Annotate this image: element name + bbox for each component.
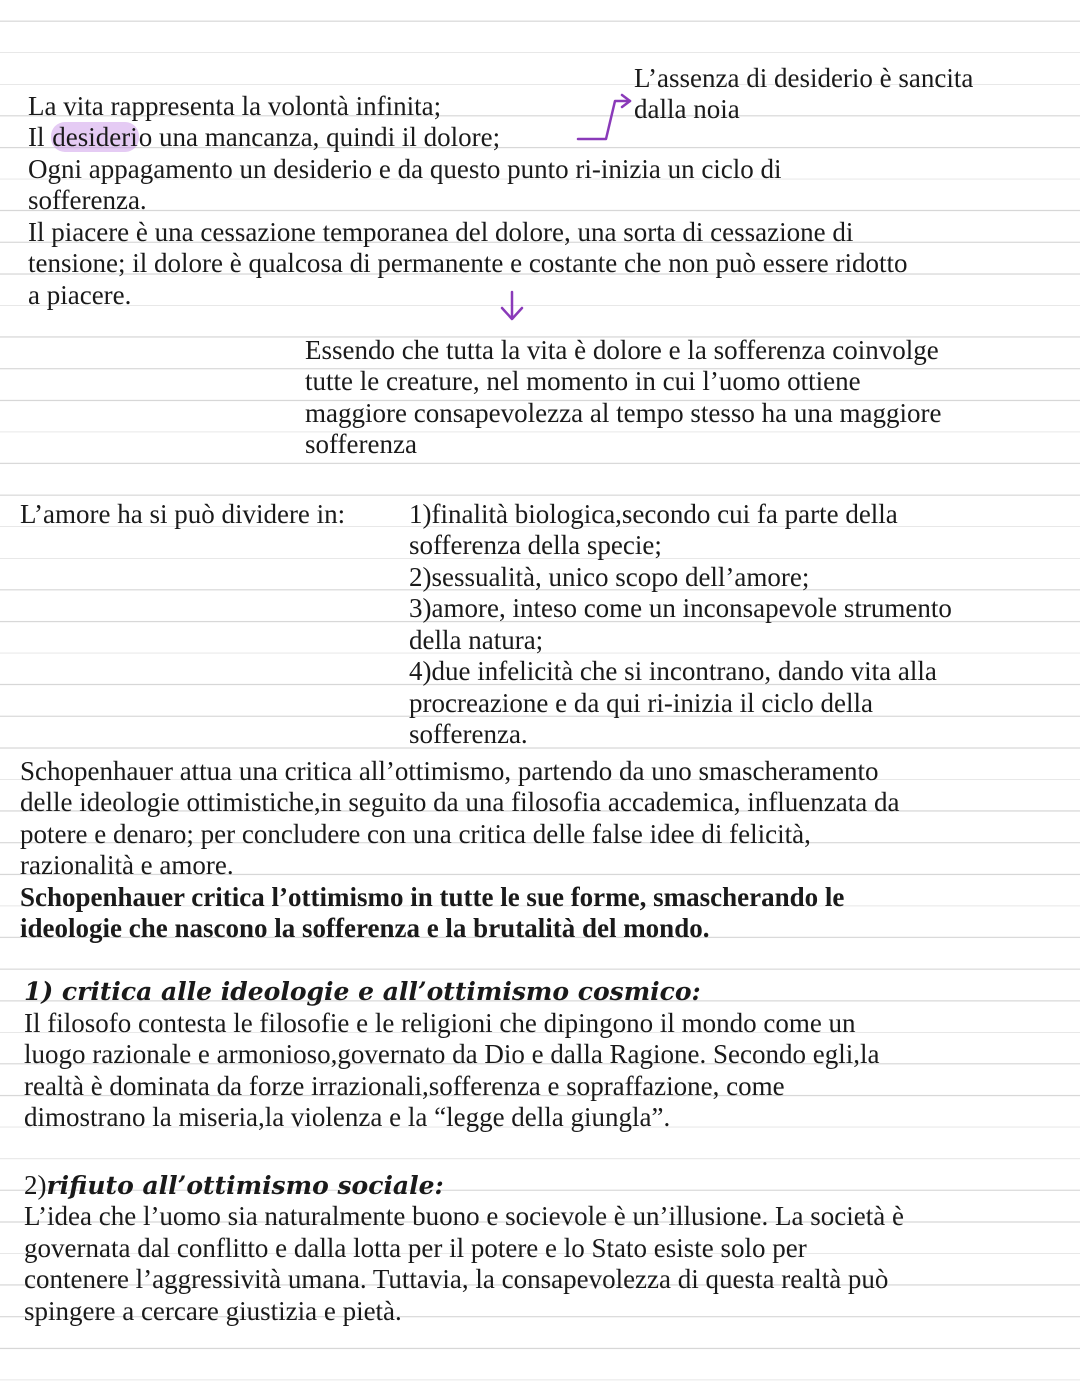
amore-item: 4)due infelicità che si incontrano, dando vita alla [409, 656, 937, 686]
amore-item: della natura; [409, 625, 544, 655]
critica-line: delle ideologie ottimistiche,in seguito da una filosofia accademica, influenzata da [20, 787, 900, 817]
section2-line: contenere l’aggressività umana. Tuttavia, la consapevolezza di questa realtà può [24, 1264, 889, 1294]
amore-item: sofferenza. [409, 719, 528, 749]
critica-line: Schopenhauer attua una critica all’ottimismo, partendo da uno smascheramento [20, 756, 879, 786]
intro-line [28, 122, 500, 154]
consapevolezza-line: sofferenza [305, 429, 417, 459]
intro-line: a piacere. [28, 280, 132, 310]
section2-title: rifiuto all’ottimismo sociale: [46, 1171, 444, 1200]
section1-line: Il filosofo contesta le filosofie e le religioni che dipingono il mondo come un [24, 1008, 856, 1038]
amore-item: procreazione e da qui ri-inizia il ciclo della [409, 688, 874, 718]
critica-line: potere e denaro; per concludere con una critica delle false idee di felicità, [20, 819, 811, 849]
intro-line: Ogni appagamento un desiderio e da questo punto ri-inizia un ciclo di [28, 154, 782, 184]
intro-line: Il piacere è una cessazione temporanea del dolore, una sorta di cessazione di [28, 217, 854, 247]
section1-line: luogo razionale e armonioso,governato da Dio e dalla Ragione. Secondo egli,la [24, 1039, 880, 1069]
consapevolezza-line: Essendo che tutta la vita è dolore e la sofferenza coinvolge [305, 335, 939, 365]
side-note-line: dalla noia [634, 94, 740, 124]
down-arrow-icon [498, 290, 526, 324]
critica-bold-line: ideologie che nascono la sofferenza e la brutalità del mondo. [20, 913, 710, 943]
section2-number: 2) [24, 1170, 47, 1200]
consapevolezza-line: tutte le creature, nel momento in cui l’uomo ottiene [305, 366, 861, 396]
section1-line: realtà è dominata da forze irrazionali,sofferenza e sopraffazione, come [24, 1071, 785, 1101]
critica-bold-line: Schopenhauer critica l’ottimismo in tutte le sue forme, smascherando le [20, 882, 845, 912]
amore-item: sofferenza della specie; [409, 530, 662, 560]
side-note-line: L’assenza di desiderio è sancita [634, 63, 974, 93]
section2-line: governata dal conflitto e dalla lotta per il potere e lo Stato esiste solo per [24, 1233, 807, 1263]
consapevolezza-line: maggiore consapevolezza al tempo stesso ha una maggiore [305, 398, 942, 428]
section2-line: L’idea che l’uomo sia naturalmente buono e socievole è un’illusione. La società è [24, 1201, 904, 1231]
intro-line: tensione; il dolore è qualcosa di permanente e costante che non può essere ridotto [28, 248, 908, 278]
highlighted-word: desideri [52, 122, 138, 152]
section1-line: dimostrano la miseria,la violenza e la “legge della giungla”. [24, 1102, 671, 1132]
section1-heading: 1) critica alle ideologie e all’ottimismo cosmico: [24, 977, 701, 1006]
amore-label: L’amore ha si può dividere in: [20, 499, 346, 529]
amore-item: 3)amore, inteso come un inconsapevole strumento [409, 593, 952, 623]
intro-suffix: o una mancanza, quindi il dolore; [138, 122, 501, 152]
section2-line: spingere a cercare giustizia e pietà. [24, 1296, 402, 1326]
amore-item: 2)sessualità, unico scopo dell’amore; [409, 562, 810, 592]
intro-line: La vita rappresenta la volontà infinita; [28, 91, 442, 121]
amore-item: 1)finalità biologica,secondo cui fa parte della [409, 499, 898, 529]
intro-line: sofferenza. [28, 185, 147, 215]
critica-line: razionalità e amore. [20, 850, 234, 880]
connector-arrow-icon [576, 92, 636, 148]
intro-prefix: Il [28, 122, 52, 152]
section2-heading [24, 1170, 444, 1202]
